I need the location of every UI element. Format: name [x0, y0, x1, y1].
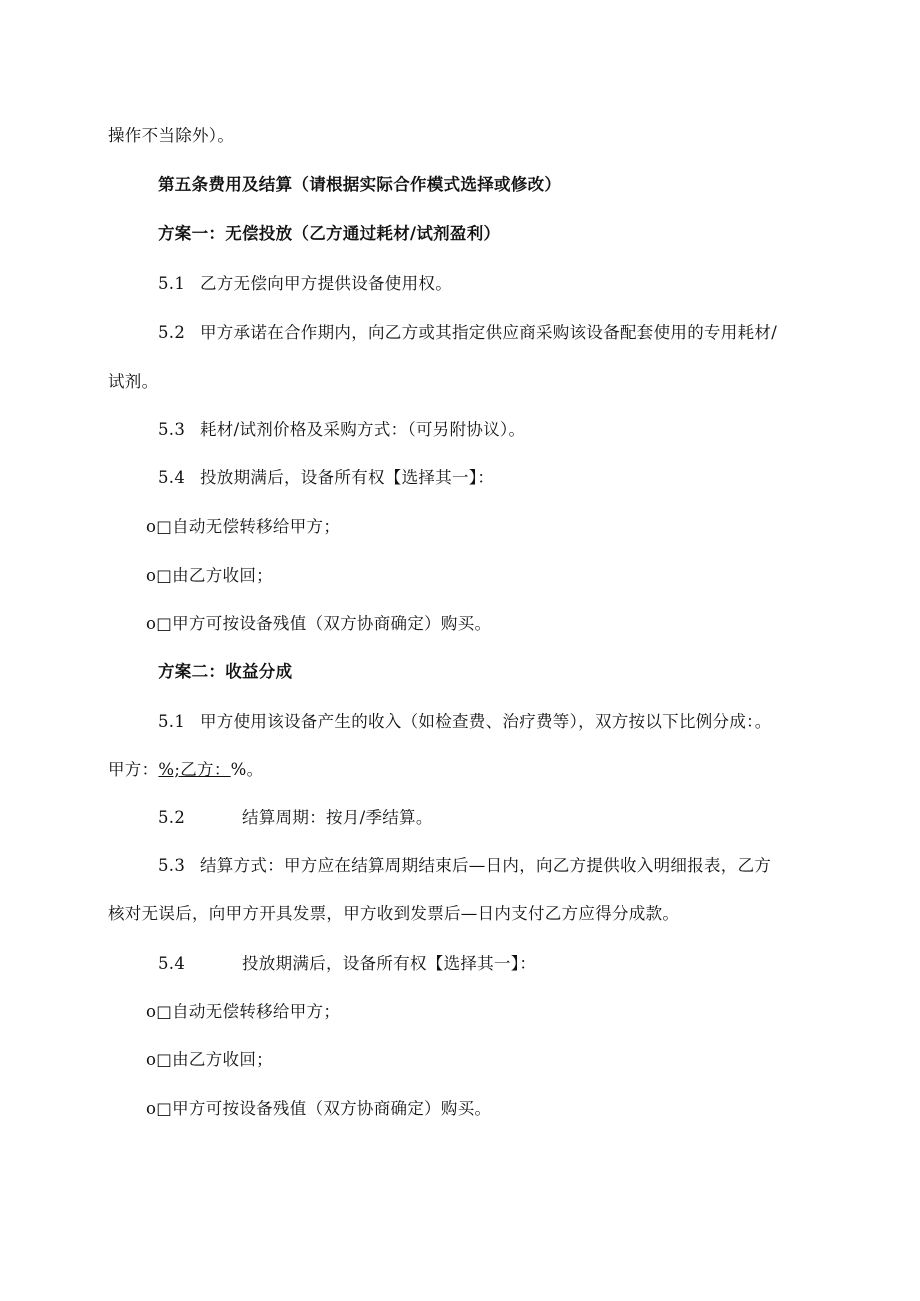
clause-5-3 [158, 419, 525, 441]
option-checkbox-item: o□甲方可按设备残值（双方协商确定）购买。 [146, 1099, 492, 1118]
clause-text: 结算周期：按月/季结算。 [242, 808, 433, 827]
clause-number: 5.1 [158, 712, 186, 731]
clause-5-4 [158, 953, 536, 975]
clause-text: 乙方无偿向甲方提供设备使用权。 [200, 274, 452, 293]
clause-number: 5.1 [158, 274, 186, 293]
clause-5-2-continuation: 试剂。 [108, 372, 159, 391]
option-checkbox-item: o□由乙方收回； [146, 1050, 273, 1069]
clause-5-1 [158, 273, 452, 295]
clause-number: 5.2 [158, 323, 186, 342]
clause-5-1-continuation [108, 759, 263, 781]
article-5-heading: 第五条费用及结算（请根据实际合作模式选择或修改） [158, 175, 562, 194]
clause-5-2 [158, 322, 777, 344]
ratio-suffix: %。 [230, 760, 264, 779]
clause-text: 结算方式：甲方应在结算周期结束后—日内，向乙方提供收入明细报表，乙方 [200, 856, 772, 875]
option-checkbox-item: o□甲方可按设备残值（双方协商确定）购买。 [146, 614, 492, 633]
party-a-label: 甲方： [108, 760, 159, 779]
clause-5-2 [158, 807, 433, 829]
plan-2-heading: 方案二：收益分成 [158, 662, 293, 681]
clause-5-4 [158, 467, 494, 489]
clause-number: 5.3 [158, 420, 186, 439]
clause-text: 甲方承诺在合作期内，向乙方或其指定供应商采购该设备配套使用的专用耗材/ [200, 323, 778, 342]
clause-text: 耗材/试剂价格及采购方式：（可另附协议）。 [200, 420, 526, 439]
option-checkbox-item: o□由乙方收回； [146, 566, 273, 585]
clause-number: 5.4 [158, 468, 186, 487]
option-checkbox-item: o□自动无偿转移给甲方； [146, 517, 341, 536]
plan-1-heading: 方案一：无偿投放（乙方通过耗材/试剂盈利） [158, 224, 501, 243]
clause-text: 投放期满后，设备所有权【选择其一】： [242, 954, 537, 973]
clause-text: 投放期满后，设备所有权【选择其一】： [200, 468, 495, 487]
clause-number: 5.4 [158, 954, 186, 973]
clause-5-1 [158, 711, 772, 733]
text-line: 操作不当除外）。 [108, 126, 235, 145]
clause-number: 5.3 [158, 856, 186, 875]
clause-text: 甲方使用该设备产生的收入（如检查费、治疗费等），双方按以下比例分成：。 [200, 712, 772, 731]
clause-number: 5.2 [158, 808, 186, 827]
clause-5-3-continuation: 核对无误后，向甲方开具发票，甲方收到发票后—日内支付乙方应得分成款。 [108, 904, 680, 923]
clause-5-3 [158, 855, 771, 877]
option-checkbox-item: o□自动无偿转移给甲方； [146, 1002, 341, 1021]
ratio-blank: %;乙方： [158, 760, 231, 779]
